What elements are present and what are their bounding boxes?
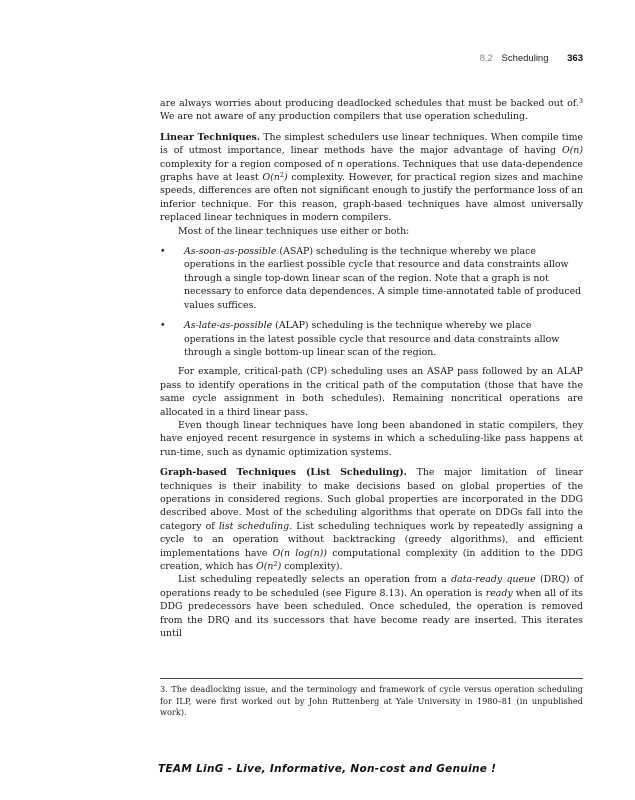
paragraph-graph-based: Graph-based Techniques (List Scheduling). The major limitation of linear techniques is their inability to make decisions based on global properties of the operations in considered regions. Such global properties are incorporated in the DDG described above. Most of the scheduling algorithms that operate on DDGs fall into the category of list scheduling. List scheduling techniques work by repeatedly assigning a cycle to an operation without backtracking (greedy algorithms), and efficient implementations have O(n log(n)) computational complexity (in addition to the DDG creation, which has $O(n^2)$ complexity).	[160, 467, 584, 572]
bullet-icon: •	[160, 320, 166, 332]
bullet-alap: • As-late-as-possible (ALAP) scheduling is the technique whereby we place operations in the latest possible cycle that resource and data constraints allow through a single bottom-up linear scan of the region.	[160, 320, 560, 358]
paragraph-even-though: Even though linear techniques have long been abandoned in static compilers, they have enjoyed recent resurgence in systems in which a scheduling-like pass happens at run-time, such as dynamic optimization systems.	[160, 419, 583, 458]
footnote-divider	[160, 678, 583, 679]
footnote-3: 3. The deadlocking issue, and the terminology and framework of cycle versus operation scheduling for ILP, were first worked out by John Ruttenberg at Yale University in 1980–81 (in unpublished work).	[160, 684, 583, 718]
footer-banner: TEAM LinG - Live, Informative, Non-cost and Genuine !	[158, 763, 497, 775]
paragraph-list-scheduling: List scheduling repeatedly selects an operation from a data-ready queue (DRQ) of operations ready to be scheduled (see Figure 8.13). An operation is ready when all of its DDG predecessors have been scheduled. Once scheduled, the operation is removed from the DRQ and its successors that have become ready are inserted. This iterates until	[160, 574, 584, 640]
heading-graph-based: Graph-based Techniques (List Scheduling).	[160, 467, 407, 479]
paragraph-linear-techniques: Linear Techniques. The simplest schedulers use linear techniques. When compile time is of utmost importance, linear methods have the major advantage of having O(n) complexity for a region composed of n operations. Techniques that use data-dependence graphs have at least $O(n^2)$ complexity. However, for practical region sizes and machine speeds, differences are often not significant enough to justify the performance loss of an inferior technique. For this reason, graph-based techniques have almost universally replaced linear techniques in modern compilers.	[160, 131, 584, 224]
section-number: 8.2	[479, 53, 493, 64]
heading-linear-techniques: Linear Techniques.	[160, 131, 261, 143]
page-number: 363	[567, 53, 583, 64]
footnote-marker[interactable]: 3	[578, 97, 583, 105]
bullet-icon: •	[160, 246, 166, 258]
section-title: Scheduling	[501, 53, 549, 64]
body-text	[160, 97, 583, 640]
bullet-list	[160, 245, 583, 359]
running-header	[160, 53, 583, 64]
paragraph-most-linear: Most of the linear techniques use either or both:	[178, 225, 410, 237]
paragraph-critical-path: For example, critical-path (CP) scheduling uses an ASAP pass followed by an ALAP pass to identify operations in the critical path of the computation (those that have the same cycle assignment in both schedules). Remaining noncritical operations are allocated in a third linear pass.	[160, 366, 583, 418]
bullet-asap: • As-soon-as-possible (ASAP) scheduling is the technique whereby we place operations in the earliest possible cycle that resource and data constraints allow through a single top-down linear scan of the region. Note that a graph is not necessary to enforce data dependences. A simple time-annotated table of produced values suffices.	[160, 246, 582, 311]
paragraph-intro: are always worries about producing deadlocked schedules that must be backed out of.$^3$ We are not aware of any production compilers that use operation scheduling.	[160, 97, 583, 123]
